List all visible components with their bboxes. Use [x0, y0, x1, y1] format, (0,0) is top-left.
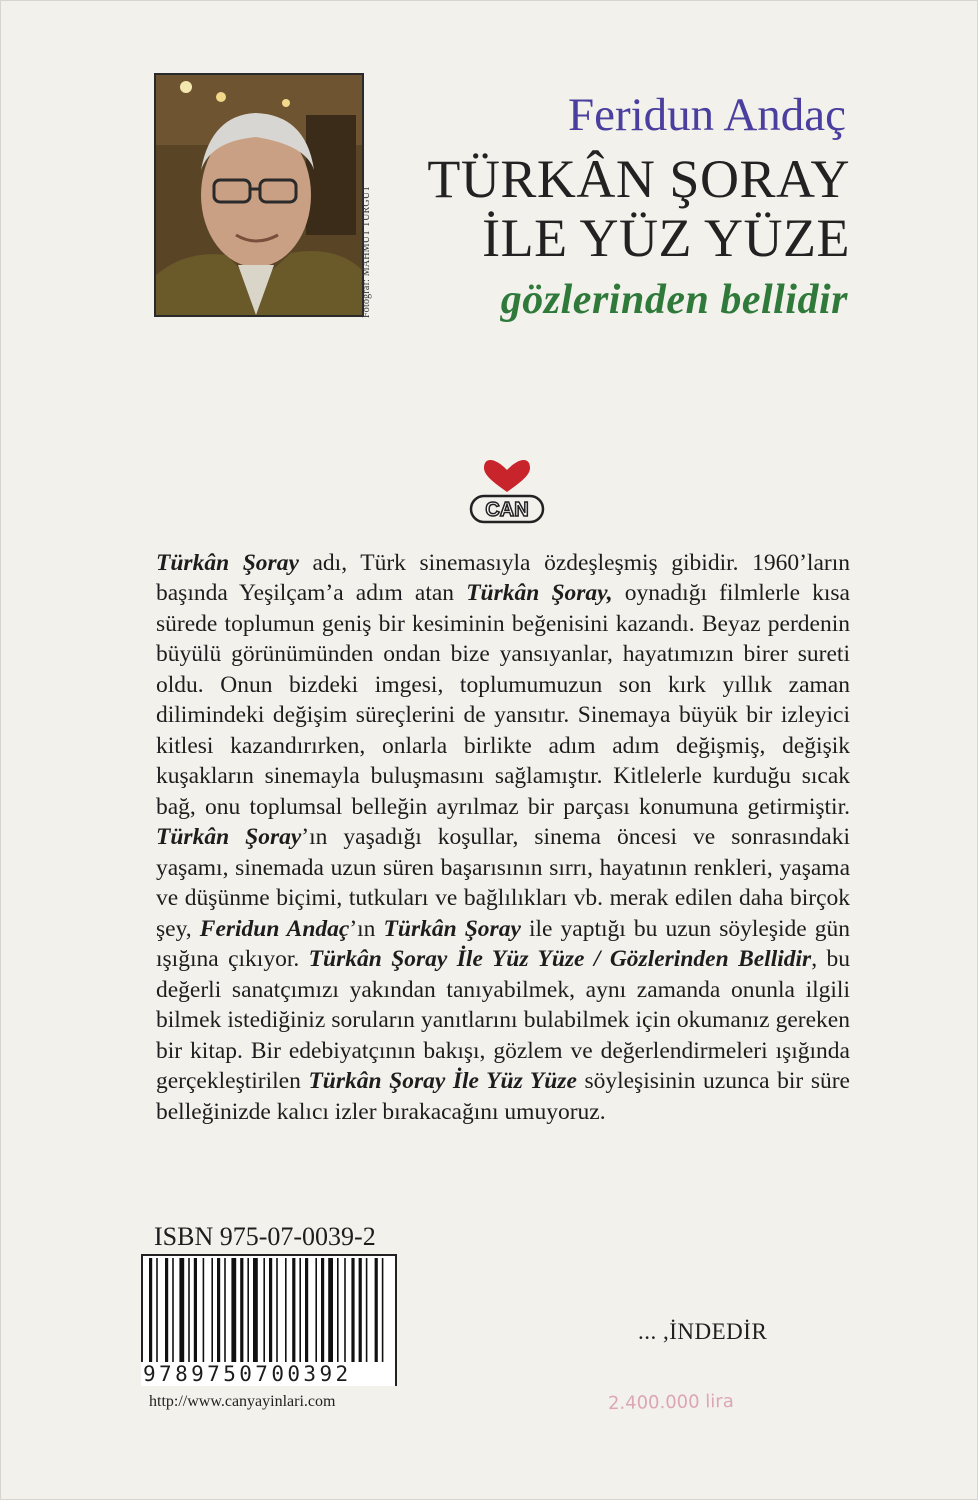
- barcode-bar: [231, 1258, 236, 1362]
- heart-icon: [484, 460, 530, 492]
- publisher-logo: [466, 440, 548, 526]
- barcode-bar: [194, 1258, 197, 1362]
- barcode-bar: [263, 1258, 265, 1362]
- barcode-bar: [188, 1258, 190, 1362]
- barcode-bar: [156, 1258, 158, 1362]
- barcode-digits: 9789750700392: [141, 1362, 395, 1386]
- publisher-url: http://www.canyayinlari.com: [149, 1393, 336, 1410]
- barcode-bar: [269, 1258, 272, 1362]
- barcode-bar: [321, 1258, 324, 1362]
- barcode-bar: [217, 1258, 220, 1362]
- barcode-bar: [149, 1258, 152, 1362]
- author-portrait-image: [156, 75, 362, 315]
- barcode-bar: [359, 1258, 362, 1362]
- title-line-1: TÜRKÂN ŞORAY: [427, 149, 850, 209]
- isbn-number: ISBN 975-07-0039-2: [154, 1222, 376, 1251]
- barcode-bar: [253, 1258, 258, 1362]
- book-title: [427, 150, 850, 268]
- barcode-bar: [299, 1258, 301, 1362]
- barcode-bar: [165, 1258, 168, 1362]
- barcode-bar: [305, 1258, 308, 1362]
- barcode-bar: [172, 1258, 174, 1362]
- barcode-bar: [351, 1258, 354, 1362]
- title-line-2: İLE YÜZ YÜZE: [482, 208, 850, 268]
- barcode-bar: [337, 1258, 339, 1362]
- barcode-bar: [224, 1258, 226, 1362]
- book-subtitle: gözlerinden bellidir: [500, 277, 848, 323]
- author-name: Feridun Andaç: [567, 89, 846, 141]
- author-photo: [154, 73, 364, 317]
- bottom-note: ... ,İNDEDİR: [638, 1319, 768, 1344]
- barcode-bar: [203, 1258, 205, 1362]
- barcode-bar: [366, 1258, 368, 1362]
- barcode-bar: [179, 1258, 184, 1362]
- barcode-bar: [240, 1258, 243, 1362]
- barcode-bar: [344, 1258, 346, 1362]
- blurb-text: Türkân Şoray adı, Türk sinemasıyla özdeşleşmiş gibidir. 1960’ların başında Yeşilçam’a adım atan Türkân Şoray, oynadığı filmlerle kısa sürede toplumun geniş bir kesiminin beğenisini kazandı. Beyaz perdenin büyülü görünümünden ondan bize yansıyanlar, hayatımızın birer sureti oldu. Onun bizdeki imgesi, toplumumuzun son kırk yıllık zaman dilimindeki değişim süreçlerini de yansıtır. Sinemaya büyük bir izleyici kitlesi kazandırırken, onlarla birlikte adım adım değişmiş, değişik kuşakların sinemayla buluşmasını sağlamıştır. Kitlelerle kurduğu sıcak bağ, onu toplumsal belleğin ayrılmaz bir parçası konumuna getirmiştir. Türkân Şoray’ın yaşadığı koşullar, sinema öncesi ve sonrasındaki yaşamı, sinemada uzun süren başarısının sırrı, hayatının renkleri, yaşama ve düşünme biçimi, tutkuları ve bağlılıkları vb. merak edilen daha birçok şey, Feridun Andaç’ın Türkân Şoray ile yaptığı bu uzun söyleşide gün ışığına çıkıyor. Türkân Şoray İle Yüz Yüze / Gözlerinden Bellidir, bu değerli sanatçımızı yakından tanıyabilmek, aynı zamanda onunla ilgili bilmek istediğiniz soruların yanıtlarını bulabilmek için okumanız gereken bir kitap. Bir edebiyatçının bakışı, gözlem ve değerlendirmeleri ışığında gerçekleştirilen Türkân Şoray İle Yüz Yüze söyleşisinin uzunca bir süre belleğinizde kalıcı izler bırakacağını umuyoruz.: [156, 549, 851, 1125]
- barcode-bar: [328, 1258, 333, 1362]
- barcode-bar: [375, 1258, 378, 1362]
- photo-credit: Fotoğraf: MAHMUT TURGUT: [361, 185, 372, 318]
- barcode-bar: [276, 1258, 278, 1362]
- barcode-bar: [285, 1258, 287, 1362]
- barcode-bars: [143, 1256, 395, 1364]
- barcode-bar: [315, 1258, 317, 1362]
- barcode-bar: [247, 1258, 249, 1362]
- barcode-bar: [211, 1258, 213, 1362]
- price-stamp: 2.400.000 lira: [607, 1390, 734, 1415]
- publisher-logo-text: CAN: [485, 499, 529, 521]
- barcode-bar: [382, 1258, 384, 1362]
- barcode-bar: [292, 1258, 295, 1362]
